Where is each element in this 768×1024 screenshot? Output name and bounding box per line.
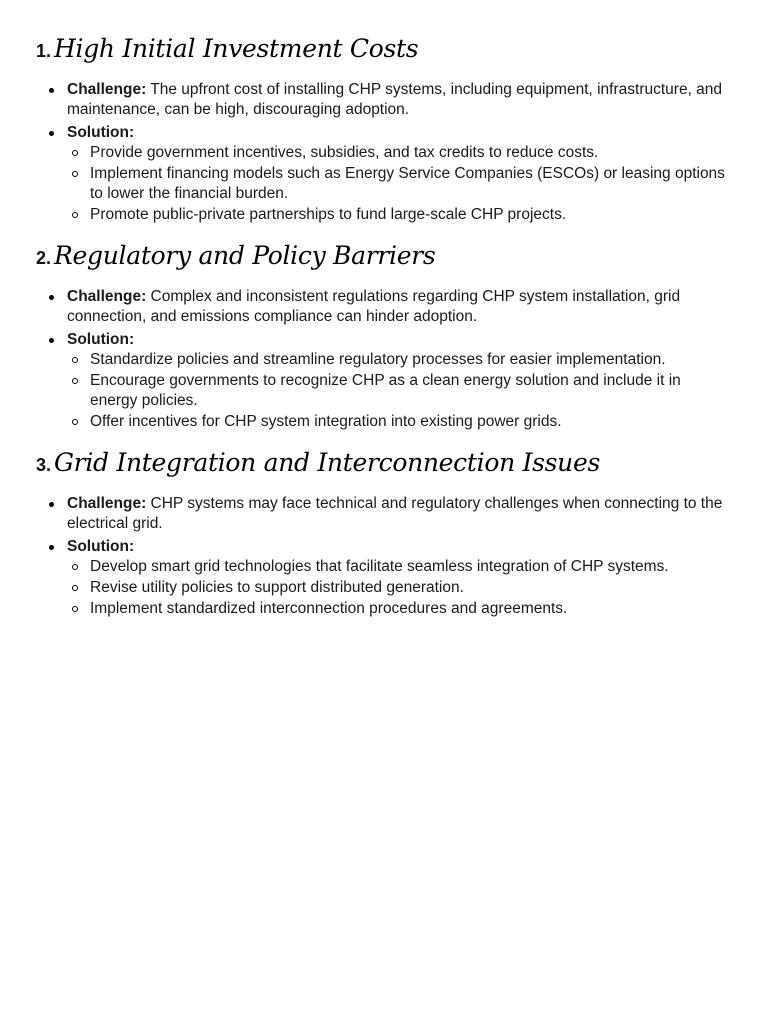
challenge-text: The upfront cost of installing CHP systems, including equipment, infrastructure, and maintenance, can be high, discouraging adoption. xyxy=(67,81,723,118)
challenge-text: Complex and inconsistent regulations regarding CHP system installation, grid connection, and emissions compliance can hinder adoption. xyxy=(67,288,681,325)
section-title: Grid Integration and Interconnection Issues xyxy=(54,448,600,477)
challenge-label: Challenge: xyxy=(67,495,147,512)
solution-item xyxy=(36,537,728,619)
solution-list-item: Offer incentives for CHP system integration into existing power grids. xyxy=(67,412,728,432)
section-bullet-list xyxy=(36,80,728,225)
solution-item xyxy=(36,330,728,432)
challenge-item xyxy=(36,494,728,534)
section-number: 2. xyxy=(36,248,52,268)
section-number: 1. xyxy=(36,41,52,61)
section-grid-integration-and-interconnection-issues xyxy=(36,448,728,619)
section-heading xyxy=(36,241,728,270)
solution-list-item: Standardize policies and streamline regulatory processes for easier implementation. xyxy=(67,350,728,370)
solution-item xyxy=(36,123,728,225)
solution-list-item: Develop smart grid technologies that facilitate seamless integration of CHP systems. xyxy=(67,557,728,577)
solution-label: Solution: xyxy=(67,124,135,141)
section-bullet-list xyxy=(36,494,728,619)
solution-list xyxy=(67,143,728,225)
section-title: Regulatory and Policy Barriers xyxy=(54,241,436,270)
section-title: High Initial Investment Costs xyxy=(54,34,419,63)
section-high-initial-investment-costs xyxy=(36,34,728,225)
solution-list-item: Encourage governments to recognize CHP as a clean energy solution and include it in energy policies. xyxy=(67,371,728,411)
challenge-item xyxy=(36,80,728,120)
challenge-label: Challenge: xyxy=(67,288,147,305)
section-bullet-list xyxy=(36,287,728,432)
section-regulatory-and-policy-barriers xyxy=(36,241,728,432)
solution-list xyxy=(67,350,728,432)
solution-list-item: Promote public-private partnerships to fund large-scale CHP projects. xyxy=(67,205,728,225)
challenge-item xyxy=(36,287,728,327)
challenge-text: CHP systems may face technical and regulatory challenges when connecting to the electrical grid. xyxy=(67,495,723,532)
solution-list-item: Implement standardized interconnection procedures and agreements. xyxy=(67,599,728,619)
solution-label: Solution: xyxy=(67,538,135,555)
challenge-label: Challenge: xyxy=(67,81,147,98)
solution-list-item: Implement financing models such as Energy Service Companies (ESCOs) or leasing options to lower the financial burden. xyxy=(67,164,728,204)
solution-list xyxy=(67,557,728,619)
solution-list-item: Revise utility policies to support distributed generation. xyxy=(67,578,728,598)
section-heading xyxy=(36,448,728,477)
solution-label: Solution: xyxy=(67,331,135,348)
section-heading xyxy=(36,34,728,63)
solution-list-item: Provide government incentives, subsidies, and tax credits to reduce costs. xyxy=(67,143,728,163)
section-number: 3. xyxy=(36,455,52,475)
